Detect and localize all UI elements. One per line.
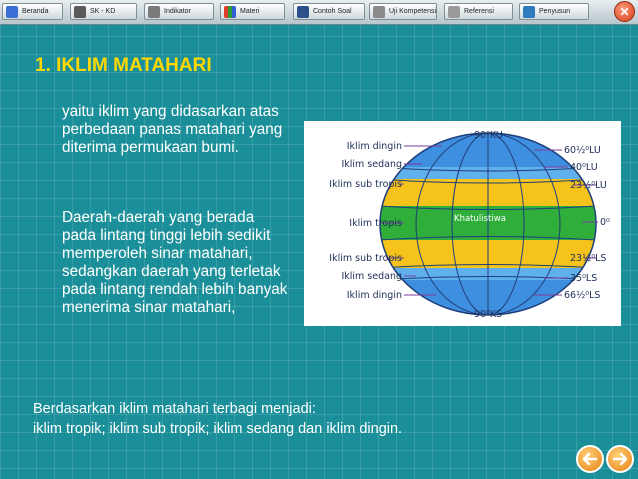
diagram-label-left: Iklim sub tropis: [329, 179, 402, 190]
previous-button[interactable]: [576, 445, 604, 473]
diagram-label-left: Iklim sedang: [341, 159, 402, 170]
nav-label: Indikator: [164, 8, 191, 15]
top-navigation-bar: [0, 0, 638, 25]
close-button[interactable]: [614, 1, 635, 22]
nav-button-penyusun[interactable]: [519, 3, 589, 20]
explanation-paragraph: Daerah-daerah yang berada pada lintang tinggi lebih sedikit memperoleh sinar matahari, sedangkan daerah yang terletak pada lintang rendah lebih banyak menerima sinar matahari,: [62, 209, 288, 316]
document-icon: [74, 6, 86, 18]
nav-button-contoh-soal[interactable]: [293, 3, 365, 20]
nav-label: Contoh Soal: [313, 8, 352, 15]
next-button[interactable]: [606, 445, 634, 473]
nav-button-uji-kompetensi[interactable]: [369, 3, 437, 20]
diagram-label-left: Iklim dingin: [346, 290, 402, 301]
equator-label: Khatulistiwa: [454, 214, 506, 224]
nav-label: Materi: [240, 8, 260, 15]
summary-text: [33, 399, 553, 439]
nav-button-sk-kd[interactable]: [70, 3, 137, 20]
diagram-label-left: Iklim sedang: [341, 271, 402, 282]
latitude-label: 0⁰: [600, 217, 610, 228]
page-icon: [448, 6, 460, 18]
summary-line-1: Berdasarkan iklim matahari terbagi menjadi:: [33, 401, 316, 417]
diagram-label-left: Iklim sub tropis: [329, 253, 402, 264]
nav-label: Uji Kompetensi: [389, 8, 437, 15]
north-pole-label: 90⁰KU: [474, 130, 503, 141]
monitor-icon: [297, 6, 309, 18]
latitude-label: 35⁰LS: [570, 273, 598, 284]
close-icon: ✕: [619, 4, 630, 19]
globe-svg: [304, 121, 621, 326]
arrow-left-icon: [582, 452, 598, 466]
nav-label: Referensi: [464, 8, 494, 15]
latitude-label: 40⁰LU: [570, 162, 598, 173]
summary-line-2: iklim tropik; iklim sub tropik; iklim sedang dan iklim dingin.: [33, 421, 403, 437]
latitude-label: 23½⁰LS: [570, 253, 607, 264]
nav-button-indikator[interactable]: [144, 3, 214, 20]
latitude-label: 60½⁰LU: [564, 145, 601, 156]
nav-label: Beranda: [22, 8, 49, 15]
latitude-label: 66½⁰LS: [564, 290, 601, 301]
latitude-label: 23½⁰LU: [570, 180, 607, 191]
nav-button-materi[interactable]: [220, 3, 285, 20]
diagram-label-left: Iklim tropis: [349, 218, 402, 229]
south-pole-label: 90⁰KS: [474, 309, 503, 320]
nav-button-referensi[interactable]: [444, 3, 513, 20]
books-icon: [224, 6, 236, 18]
home-icon: [6, 6, 18, 18]
nav-label: Penyusun: [539, 8, 571, 15]
diagram-label-left: Iklim dingin: [346, 141, 402, 152]
definition-paragraph: yaitu iklim yang didasarkan atas perbedaan panas matahari yang diterima permukaan bumi.: [62, 103, 283, 156]
person-icon: [523, 6, 535, 18]
climate-zone-diagram: [304, 121, 621, 326]
pencil-icon: [373, 6, 385, 18]
nav-button-beranda[interactable]: [2, 3, 63, 20]
arrow-right-icon: [612, 452, 628, 466]
page-title: 1. IKLIM MATAHARI: [35, 55, 212, 76]
nav-label: SK - KD: [90, 8, 116, 15]
checklist-icon: [148, 6, 160, 18]
